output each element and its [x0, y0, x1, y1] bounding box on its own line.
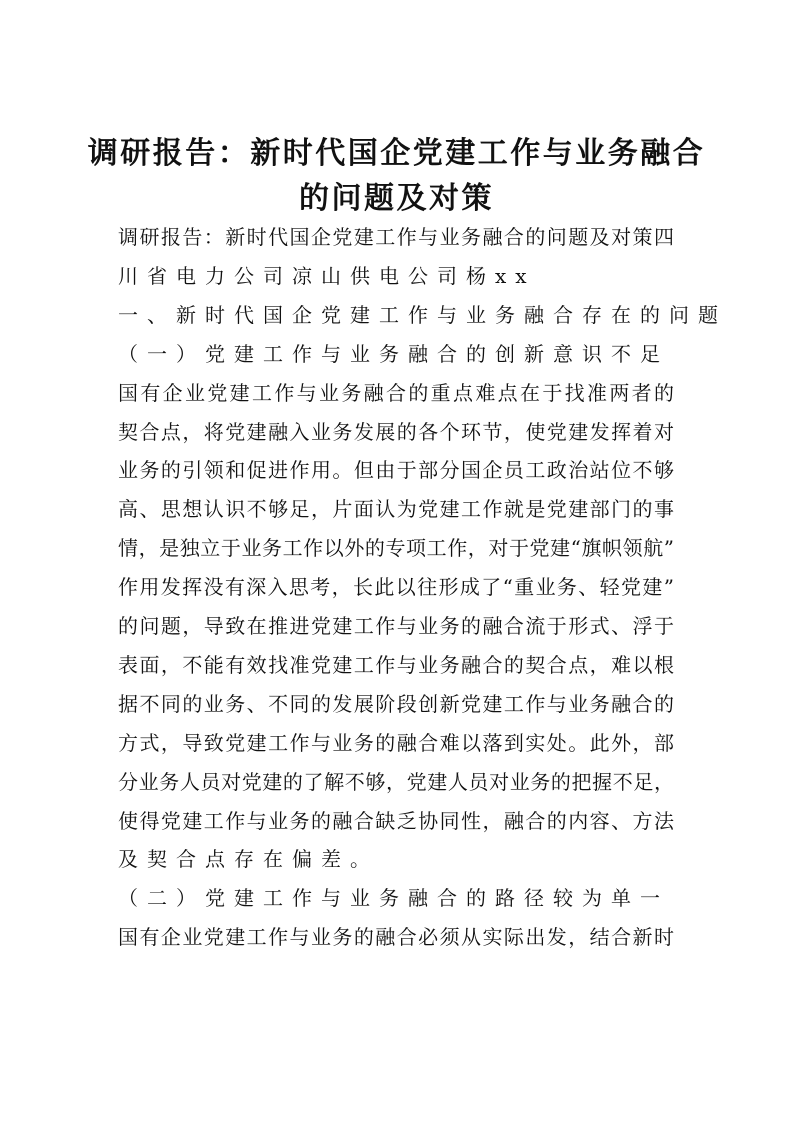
body-line: 高、思想认识不够足，片面认为党建工作就是党建部门的事: [118, 497, 674, 522]
body-line: 一、新时代国企党建工作与业务融合存在的问题: [118, 302, 727, 327]
body-line: 国有企业党建工作与业务融合的重点难点在于找准两者的: [118, 380, 674, 405]
body-line: 方式，导致党建工作与业务的融合难以落到实处。此外，部: [118, 730, 674, 755]
body-line: 作用发挥没有深入思考，长此以往形成了“重业务、轻党建”: [118, 575, 674, 600]
body-line: （二）党建工作与业务融合的路径较为单一: [118, 886, 669, 911]
body-line: 据不同的业务、不同的发展阶段创新党建工作与业务融合的: [118, 691, 674, 716]
body-line: 业务的引领和促进作用。但由于部分国企员工政治站位不够: [118, 458, 674, 483]
body-line: 分业务人员对党建的了解不够，党建人员对业务的把握不足，: [118, 769, 674, 794]
body-line: 川省电力公司凉山供电公司杨xx: [118, 263, 536, 288]
document-title-line-1: 调研报告：新时代国企党建工作与业务融合: [87, 136, 706, 171]
body-line: 国有企业党建工作与业务的融合必须从实际出发，结合新时: [118, 925, 674, 950]
body-line: 及契合点存在偏差。: [118, 847, 379, 872]
document-title-line-2: 的问题及对策: [299, 181, 494, 216]
body-line: 调研报告：新时代国企党建工作与业务融合的问题及对策四: [118, 225, 674, 249]
body-line: 的问题，导致在推进党建工作与业务的融合流于形式、浮于: [118, 614, 674, 638]
body-line: 情，是独立于业务工作以外的专项工作，对于党建“旗帜领航”: [118, 536, 674, 561]
body-line: 契合点，将党建融入业务发展的各个环节，使党建发挥着对: [118, 419, 674, 444]
body-line: 表面，不能有效找准党建工作与业务融合的契合点，难以根: [118, 652, 674, 677]
body-line: 使得党建工作与业务的融合缺乏协同性，融合的内容、方法: [118, 808, 674, 833]
body-line: （一）党建工作与业务融合的创新意识不足: [118, 341, 669, 366]
